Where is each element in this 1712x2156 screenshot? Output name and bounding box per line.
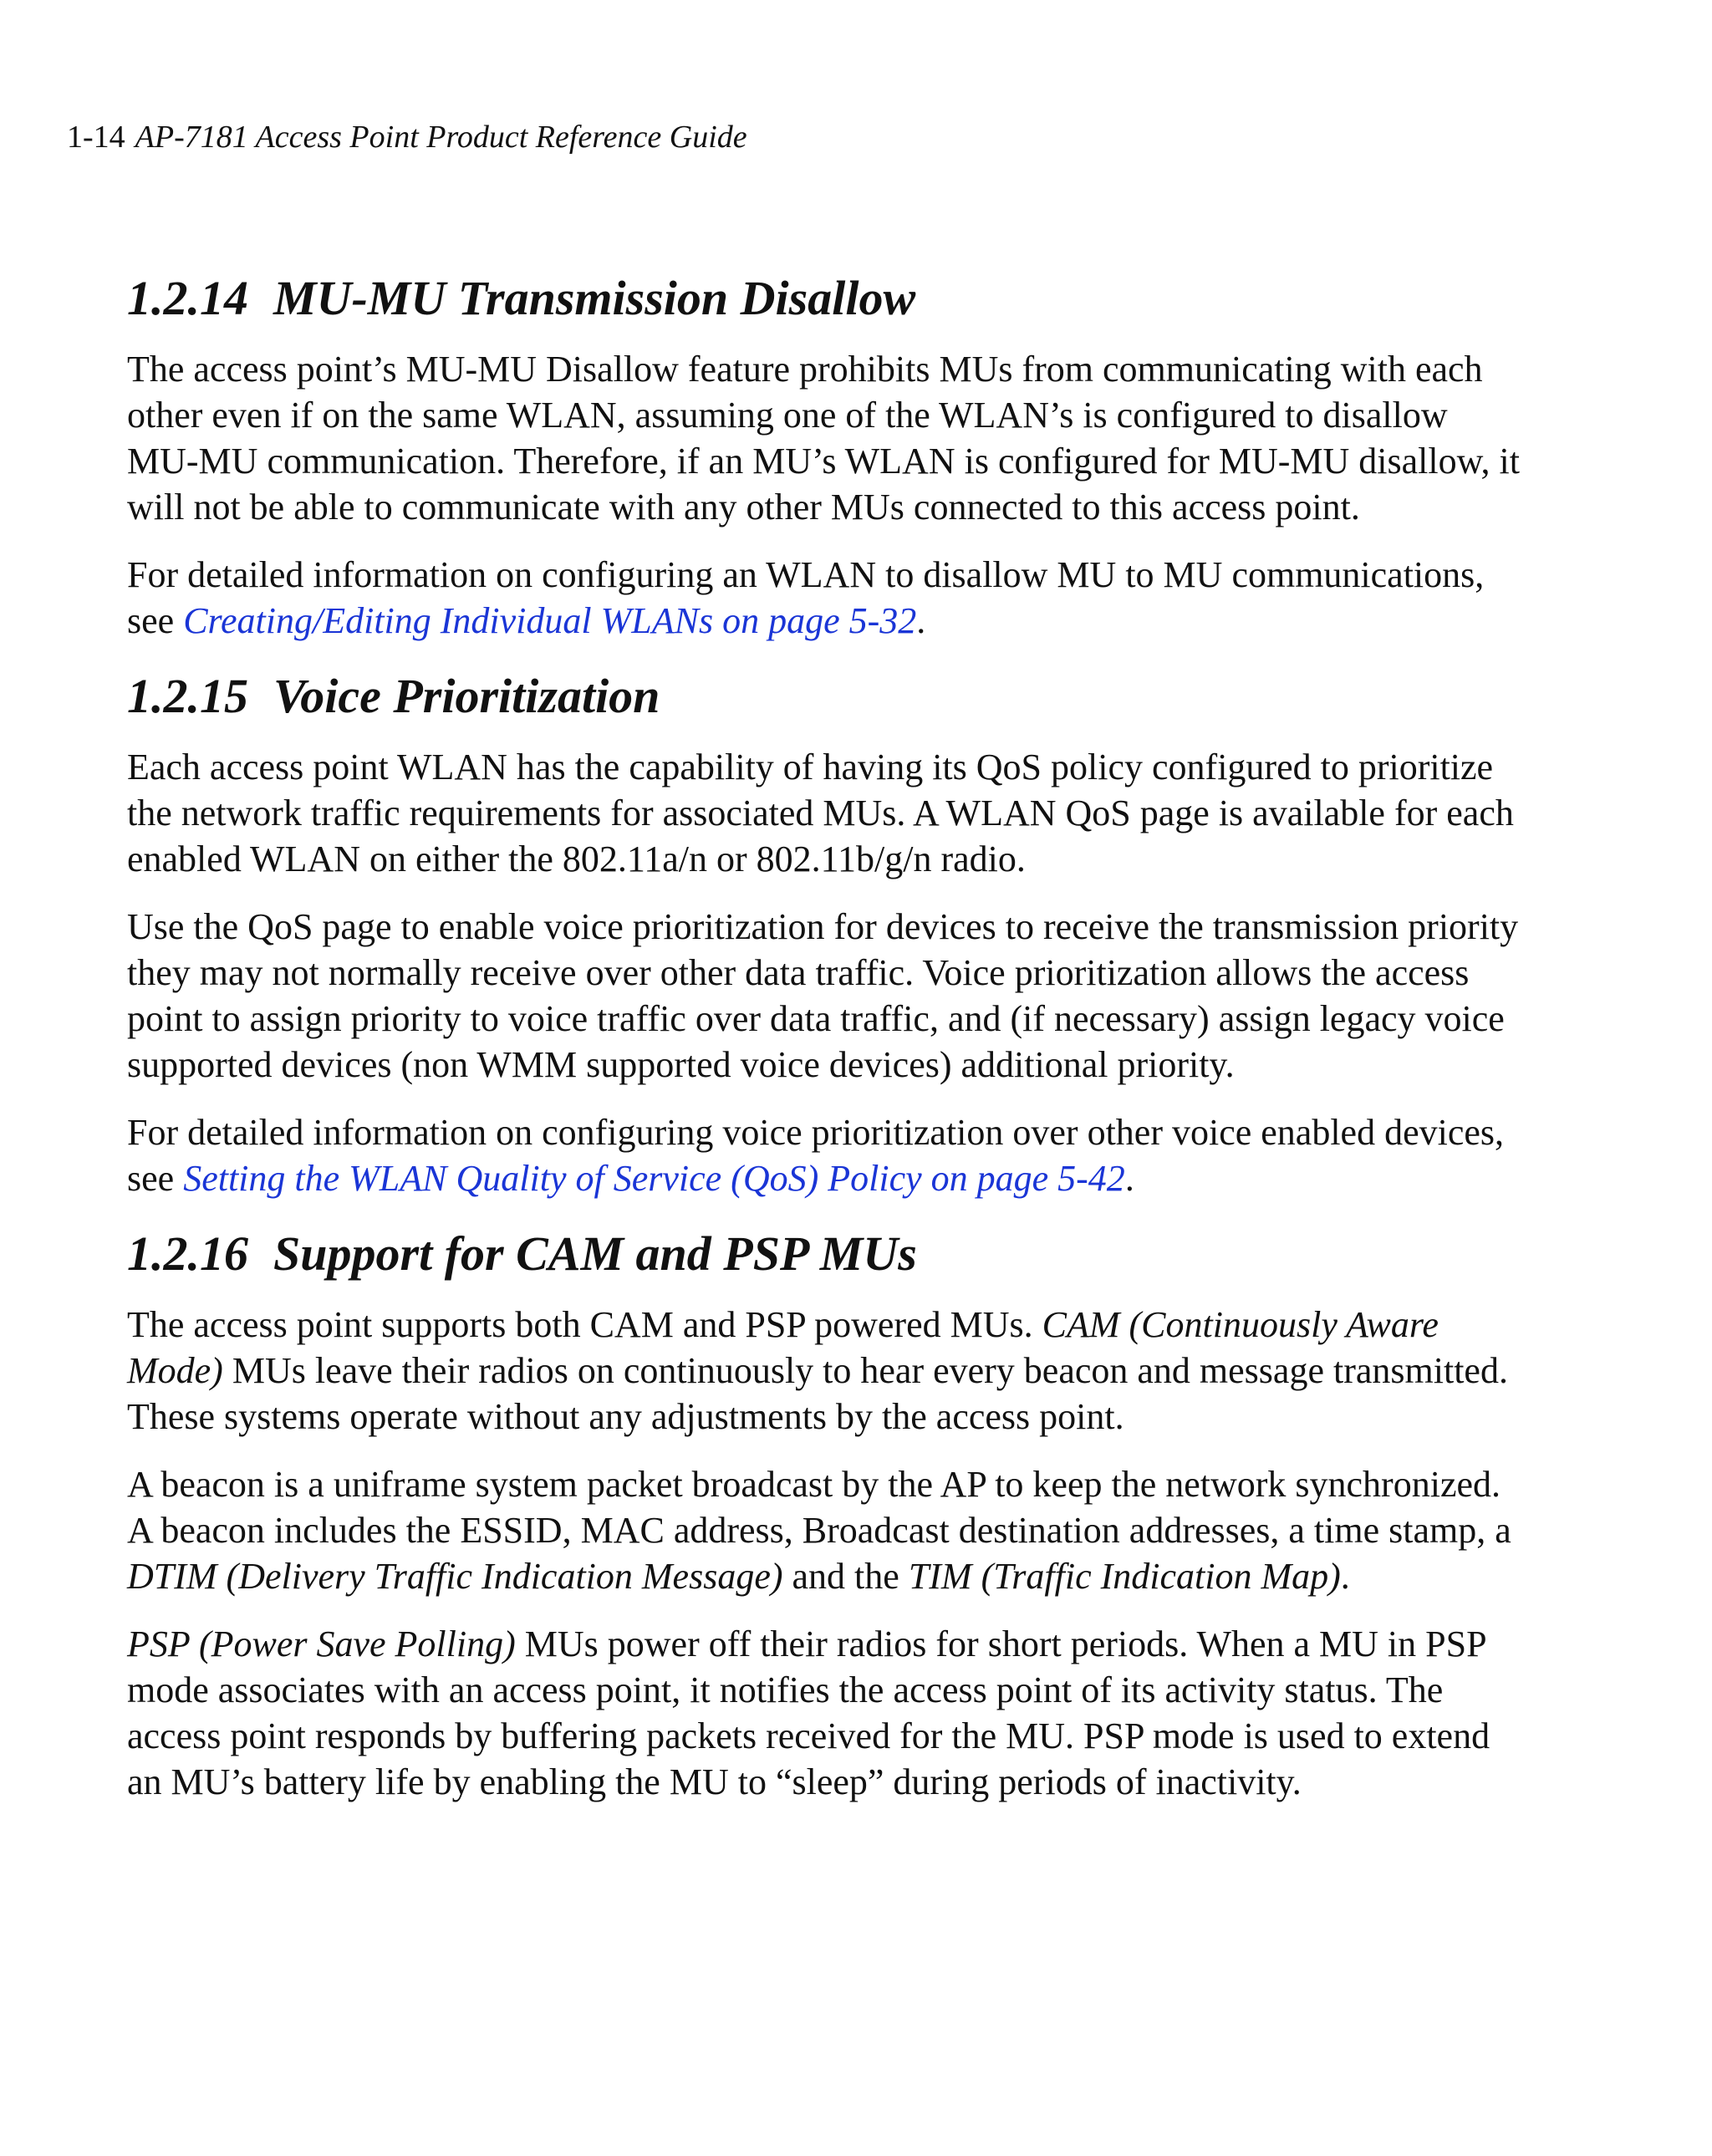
section-title: Support for CAM and PSP MUs bbox=[273, 1226, 917, 1281]
section-number: 1.2.16 bbox=[127, 1226, 248, 1281]
paragraph: Use the QoS page to enable voice prioritization for devices to receive the transmission priority they may not normally receive over other data traffic. Voice prioritization allows the access point to assign priority to voice traffic over data traffic, and (if necessary) assign legacy voice supported devices (non WMM supported voice devices) additional priority. bbox=[127, 906, 1519, 1085]
section-title: MU-MU Transmission Disallow bbox=[273, 271, 916, 325]
section-heading-mu-mu-disallow bbox=[127, 269, 1525, 328]
paragraph-text: . bbox=[1340, 1556, 1350, 1597]
section-number: 1.2.15 bbox=[127, 669, 248, 723]
italic-term: DTIM (Delivery Traffic Indication Message) bbox=[127, 1556, 783, 1597]
paragraph bbox=[127, 1621, 1525, 1805]
cross-reference-link[interactable]: Creating/Editing Individual WLANs on page 5-32 bbox=[183, 600, 917, 641]
paragraph bbox=[127, 552, 1525, 644]
paragraph bbox=[127, 1461, 1525, 1599]
paragraph-text: . bbox=[916, 600, 926, 641]
section-heading-cam-psp bbox=[127, 1225, 1525, 1283]
paragraph bbox=[127, 1302, 1525, 1440]
paragraph-text: and the bbox=[782, 1556, 909, 1597]
guide-title: AP-7181 Access Point Product Reference Guide bbox=[135, 120, 747, 155]
paragraph bbox=[127, 1109, 1525, 1201]
paragraph-text: MUs power off their radios for short periods. When a MU in PSP mode associates with an access point, it notifies the access point of its activity status. The access point responds by buffering packets received for the MU. PSP mode is used to extend an MU’s battery life by enabling the MU to “sleep” during periods of inactivity. bbox=[127, 1623, 1490, 1802]
paragraph-text: The access point supports both CAM and PSP powered MUs. bbox=[127, 1304, 1042, 1345]
paragraph-text: A beacon is a uniframe system packet broadcast by the AP to keep the network synchronized. A beacon includes the ESSID, MAC address, Broadcast destination addresses, a time stamp, a bbox=[127, 1464, 1511, 1551]
running-header bbox=[67, 117, 747, 157]
page-content bbox=[127, 269, 1525, 1827]
page-number: 1-14 bbox=[67, 120, 125, 155]
section-number: 1.2.14 bbox=[127, 271, 248, 325]
italic-term: PSP (Power Save Polling) bbox=[127, 1623, 516, 1664]
paragraph-text: For detailed information on configuring voice prioritization over other voice enabled devices, see bbox=[127, 1112, 1505, 1199]
section-title: Voice Prioritization bbox=[273, 669, 660, 723]
italic-term: TIM (Traffic Indication Map) bbox=[908, 1556, 1341, 1597]
paragraph-text: MUs leave their radios on continuously to hear every beacon and message transmitted. These systems operate without any adjustments by the access point. bbox=[127, 1350, 1508, 1437]
paragraph-text: . bbox=[1124, 1158, 1134, 1199]
paragraph: Each access point WLAN has the capability of having its QoS policy configured to prioritize the network traffic requirements for associated MUs. A WLAN QoS page is available for each enabled WLAN on either the 802.11a/n or 802.11b/g/n radio. bbox=[127, 747, 1514, 879]
section-heading-voice-prioritization bbox=[127, 667, 1525, 726]
paragraph: The access point’s MU-MU Disallow feature prohibits MUs from communicating with each other even if on the same WLAN, assuming one of the WLAN’s is configured to disallow MU-MU communication. Therefore, if an MU’s WLAN is configured for MU-MU disallow, it will not be able to communicate with any other MUs connected to this access point. bbox=[127, 349, 1520, 528]
italic-term: CAM (Continuously Aware Mode) bbox=[127, 1304, 1439, 1391]
cross-reference-link[interactable]: Setting the WLAN Quality of Service (QoS) Policy on page 5-42 bbox=[183, 1158, 1125, 1199]
paragraph-text: For detailed information on configuring an WLAN to disallow MU to MU communications, see bbox=[127, 554, 1485, 641]
